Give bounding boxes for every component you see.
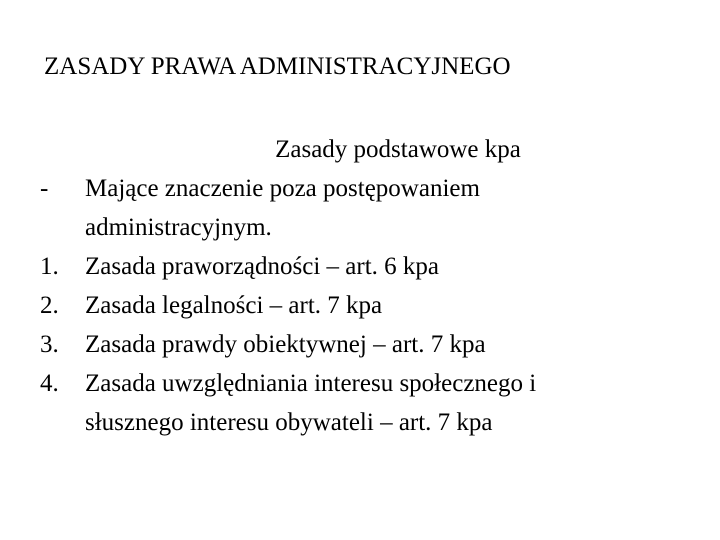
list-item-line: Zasada prawdy obiektywnej – art. 7 kpa	[85, 331, 486, 358]
list-marker: 1.	[40, 253, 59, 280]
list-item-line: Zasada legalności – art. 7 kpa	[85, 292, 383, 319]
list-item	[40, 325, 680, 364]
slide-subtitle: Zasady podstawowe kpa	[275, 136, 521, 163]
list-item	[40, 247, 680, 286]
list-item-line: Mające znaczenie poza postępowaniem	[85, 175, 480, 202]
list-item-line: administracyjnym.	[85, 214, 272, 241]
list-marker: 2.	[40, 292, 59, 319]
list-item-line: Zasada uwzględniania interesu społecznego i	[85, 370, 537, 397]
list-marker: -	[40, 175, 49, 202]
list-marker: 4.	[40, 370, 59, 397]
slide-title: ZASADY PRAWA ADMINISTRACYJNEGO	[44, 53, 511, 80]
list-item	[40, 169, 680, 247]
list-marker: 3.	[40, 331, 59, 358]
list-item	[40, 286, 680, 325]
list-item-line: Zasada praworządności – art. 6 kpa	[85, 253, 440, 280]
slide-body	[40, 130, 680, 442]
list-item	[40, 364, 680, 442]
list-item-line: słusznego interesu obywateli – art. 7 kpa	[85, 409, 493, 436]
